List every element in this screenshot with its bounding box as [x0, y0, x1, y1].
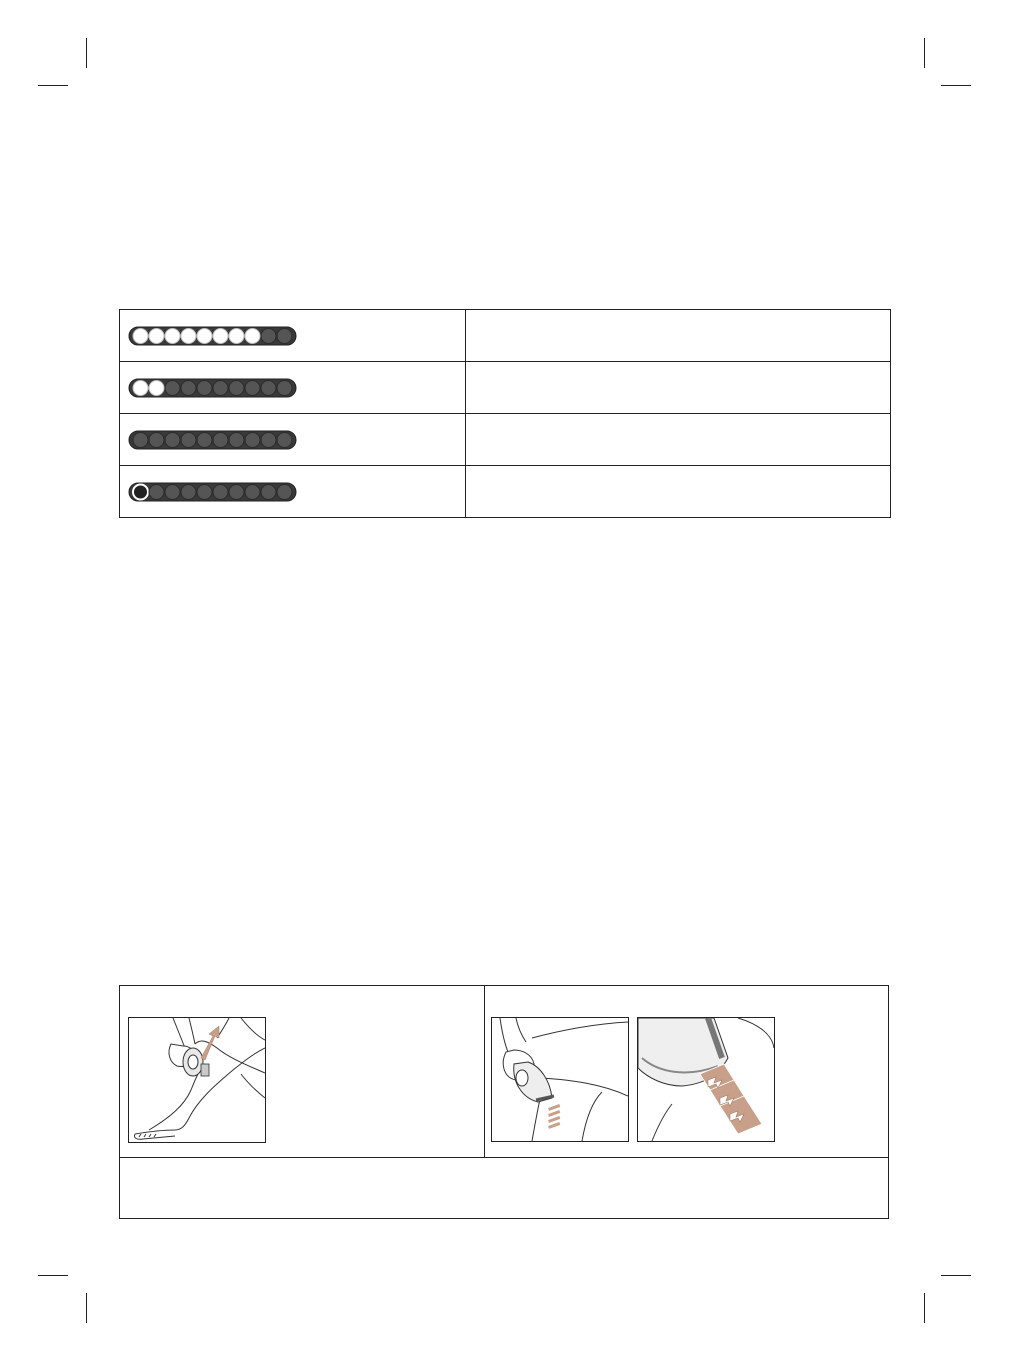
led-dot [165, 432, 180, 447]
indicator-description [466, 466, 891, 518]
led-dot [181, 380, 196, 395]
indicator-cell [120, 414, 466, 466]
crop-mark-bl-v [86, 1293, 87, 1323]
led-dot [149, 432, 164, 447]
indicator-row [120, 362, 891, 414]
crop-mark-br-v [924, 1293, 925, 1323]
knee-treatment-illustration-icon [491, 1017, 629, 1142]
crop-mark-bl-h [38, 1275, 68, 1276]
led-dot [197, 380, 212, 395]
indicator-bar-2 [120, 414, 465, 465]
usage-figure-box [119, 985, 889, 1219]
indicator-description [466, 310, 891, 362]
led-dot [245, 380, 260, 395]
led-dot [165, 328, 180, 343]
device-flash-closeup-icon [637, 1017, 775, 1142]
led-dot [197, 328, 212, 343]
led-dot [229, 432, 244, 447]
crop-mark-tr-v [924, 38, 925, 68]
indicator-bar-3 [120, 466, 465, 517]
crop-mark-br-h [941, 1275, 971, 1276]
led-dot [181, 432, 196, 447]
led-dot [229, 328, 244, 343]
led-dot [261, 484, 276, 499]
led-indicator-bar [128, 378, 297, 398]
crop-mark-tl-v [86, 38, 87, 68]
led-dot [181, 484, 196, 499]
led-indicator-bar [128, 326, 297, 346]
indicator-bar-1 [120, 362, 465, 413]
led-indicator-bar [128, 430, 297, 450]
led-dot [181, 328, 196, 343]
led-dot [245, 328, 260, 343]
led-dot [277, 328, 292, 343]
indicator-description [466, 362, 891, 414]
led-dot [229, 484, 244, 499]
led-dot [149, 484, 164, 499]
led-dot [261, 432, 276, 447]
leg-slide-illustration-icon [128, 1017, 266, 1143]
led-dot [197, 484, 212, 499]
led-dot [277, 484, 292, 499]
indicator-cell [120, 362, 466, 414]
led-dot [165, 484, 180, 499]
crop-mark-tr-h [941, 85, 971, 86]
indicator-row [120, 414, 891, 466]
led-dot [197, 432, 212, 447]
led-dot [133, 432, 148, 447]
led-dot [245, 432, 260, 447]
led-dot [213, 432, 228, 447]
indicator-bar-0 [120, 310, 465, 361]
led-dot [229, 380, 244, 395]
led-dot [261, 380, 276, 395]
led-indicator-bar [128, 482, 297, 502]
indicator-cell [120, 310, 466, 362]
indicator-cell [120, 466, 466, 518]
led-dot [149, 328, 164, 343]
figure-divider-horizontal [120, 1157, 888, 1158]
led-dot [165, 380, 180, 395]
led-dot [149, 380, 164, 395]
indicator-table [119, 309, 891, 518]
indicator-description [466, 414, 891, 466]
led-dot [213, 328, 228, 343]
led-dot [133, 380, 148, 395]
led-dot [245, 484, 260, 499]
led-dot [133, 484, 148, 499]
led-dot [277, 380, 292, 395]
led-dot [277, 432, 292, 447]
indicator-row [120, 466, 891, 518]
led-dot [261, 328, 276, 343]
indicator-row [120, 310, 891, 362]
figure-divider-vertical [484, 986, 485, 1157]
led-dot [213, 484, 228, 499]
crop-mark-tl-h [38, 85, 68, 86]
led-dot [133, 328, 148, 343]
led-dot [213, 380, 228, 395]
